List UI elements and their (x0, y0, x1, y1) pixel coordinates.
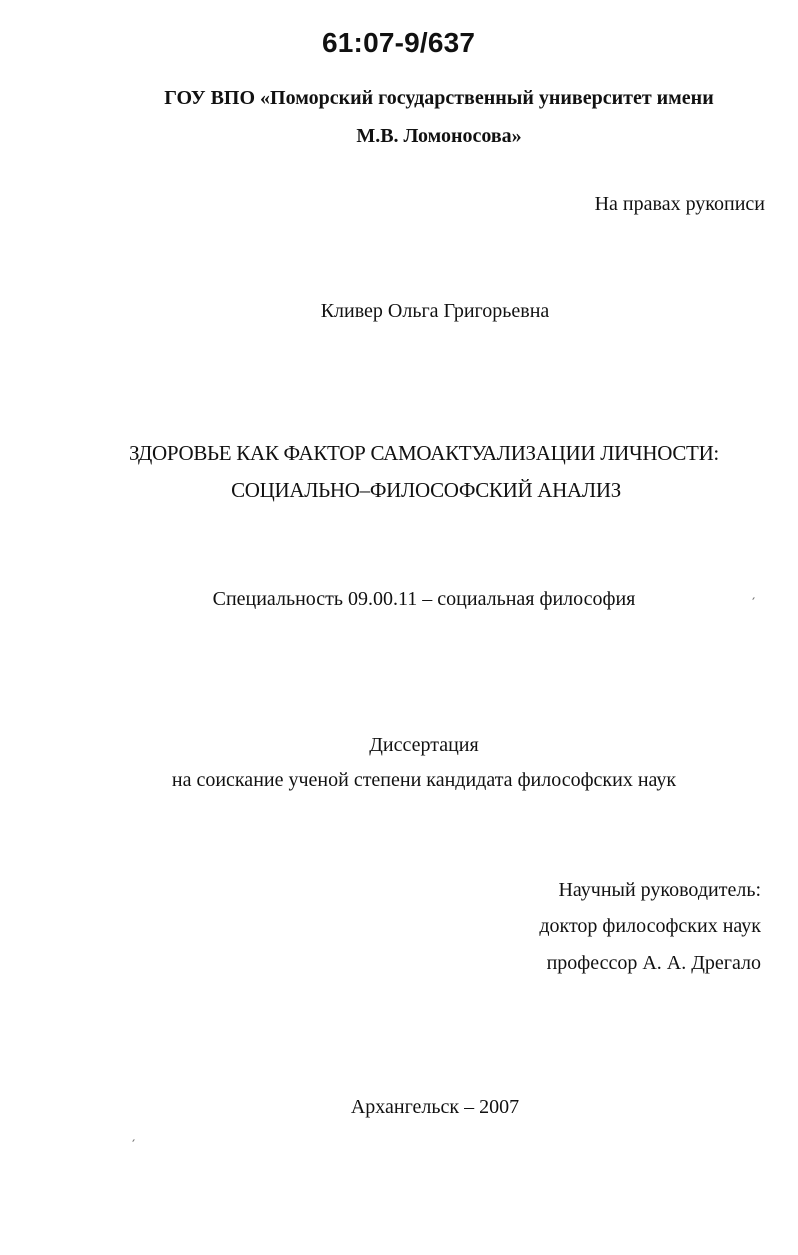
dissertation-label: Диссертация (369, 734, 479, 756)
catalog-number: 61:07-9/637 (322, 27, 476, 58)
institution-line-2: М.В. Ломоносова» (356, 125, 522, 147)
supervisor-name: профессор А. А. Дрегало (546, 952, 761, 974)
supervisor-degree: доктор философских наук (539, 915, 761, 937)
institution-line-1: ГОУ ВПО «Поморский государственный университет имени (164, 87, 714, 109)
degree-purpose: на соискание ученой степени кандидата философских наук (171, 769, 677, 791)
scan-speck (132, 1139, 135, 1142)
author-name: Кливер Ольга Григорьевна (320, 300, 550, 322)
dissertation-title-line-2: СОЦИАЛЬНО–ФИЛОСОФСКИЙ АНАЛИЗ (231, 478, 621, 502)
specialty: Специальность 09.00.11 – социальная философия (212, 588, 636, 610)
place-and-year: Архангельск – 2007 (350, 1096, 520, 1118)
dissertation-title-line-1: ЗДОРОВЬЕ КАК ФАКТОР САМОАКТУАЛИЗАЦИИ ЛИЧНОСТИ: (129, 441, 719, 465)
supervisor-label: Научный руководитель: (558, 879, 761, 901)
manuscript-rights-note: На правах рукописи (594, 193, 765, 215)
